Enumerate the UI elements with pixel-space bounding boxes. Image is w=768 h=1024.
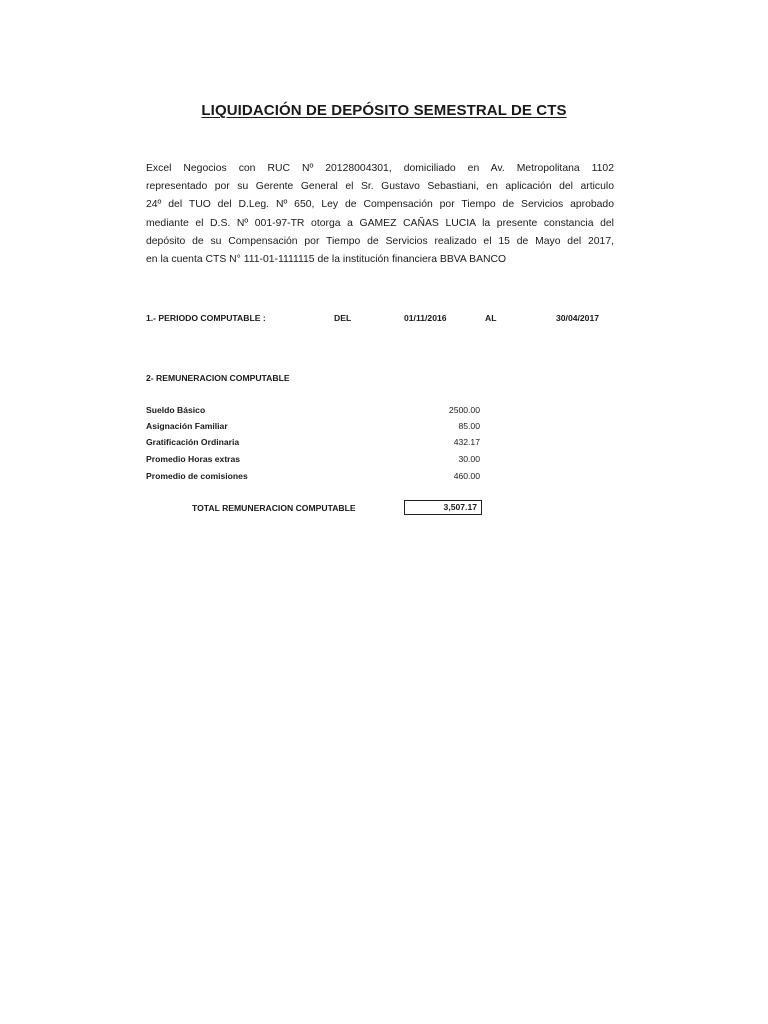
periodo-al-label: AL xyxy=(485,313,497,323)
total-box xyxy=(404,500,482,515)
paragraph-line: depósito de su Compensación por Tiempo de Servicios realizado el 15 de Mayo del 2017, xyxy=(146,235,614,247)
paragraph-line: 24º del TUO del D.Leg. Nº 650, Ley de Compensación por Tiempo de Servicios aprobado xyxy=(146,199,614,211)
item-value: 85.00 xyxy=(458,421,480,431)
item-value: 30.00 xyxy=(458,454,480,464)
constancia-paragraph xyxy=(146,160,614,269)
paragraph-line: Excel Negocios con RUC Nº 20128004301, domiciliado en Av. Metropolitana 1102 xyxy=(146,163,614,174)
total-value: 3,507.17 xyxy=(443,502,477,512)
paragraph-line: en la cuenta CTS N° 111-01-1111115 de la institución financiera BBVA BANCO xyxy=(146,254,507,266)
document-title: LIQUIDACIÓN DE DEPÓSITO SEMESTRAL DE CTS xyxy=(201,102,567,119)
remuneracion-label: 2- REMUNERACION COMPUTABLE xyxy=(146,373,290,383)
item-value: 460.00 xyxy=(453,471,480,481)
paragraph-line: mediante el D.S. Nº 001-97-TR otorga a GAMEZ CAÑAS LUCIA la presente constancia del xyxy=(146,217,614,229)
item-label: Promedio Horas extras xyxy=(146,454,241,464)
total-label: TOTAL REMUNERACION COMPUTABLE xyxy=(192,503,356,513)
paragraph-line: representado por su Gerente General el Sr. Gustavo Sebastiani, en aplicación del articulo xyxy=(146,181,614,193)
item-value: 432.17 xyxy=(453,437,480,447)
item-label: Gratificación Ordinaria xyxy=(146,437,240,447)
periodo-from-date: 01/11/2016 xyxy=(404,313,447,323)
item-label: Promedio de comisiones xyxy=(146,471,248,481)
item-label: Asignación Familiar xyxy=(146,421,228,431)
item-label: Sueldo Básico xyxy=(146,405,206,415)
item-value: 2500.00 xyxy=(448,405,480,415)
periodo-del-label: DEL xyxy=(334,313,352,323)
periodo-label: 1.- PERIODO COMPUTABLE : xyxy=(146,313,266,323)
periodo-to-date: 30/04/2017 xyxy=(556,313,600,323)
